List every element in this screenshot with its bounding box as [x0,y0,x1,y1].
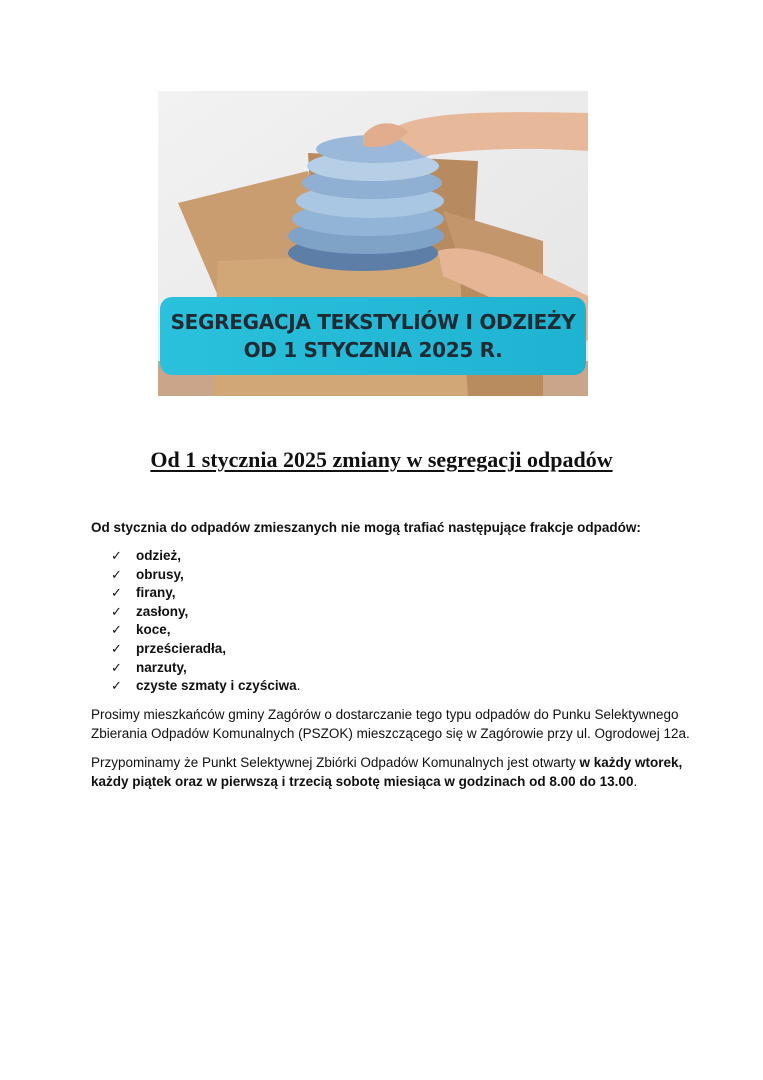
intro-text: Od stycznia do odpadów zmieszanych nie mogą trafiać następujące frakcje odpadów: [91,520,641,535]
list-item [91,639,691,658]
opening-hours-text-start: Przypominamy że Punkt Selektywnej Zbiórki Odpadów Komunalnych jest otwarty [91,754,580,770]
list-item-label: czyste szmaty i czyściwa [136,678,297,694]
checkmark-icon: ✓ [111,549,122,564]
list-item [91,602,691,621]
list-item-last [136,676,300,695]
list-item-label: odzież, [136,548,182,563]
checkmark-icon: ✓ [111,660,122,676]
banner-image [158,91,588,396]
checkmark-icon: ✓ [111,604,122,620]
list-item [91,676,691,695]
checkmark-icon: ✓ [111,567,122,583]
list-item-label: firany, [136,585,176,601]
list-item [91,620,691,639]
document-body [91,518,691,801]
list-item-label: prześcieradła, [136,640,227,656]
checkmark-icon: ✓ [111,623,122,639]
banner-caption [158,297,588,375]
list-item-label: obrusy, [136,566,184,582]
opening-hours-paragraph [91,753,691,791]
opening-hours-days: w każdy wtorek, każdy piątek oraz w pierwszą i trzecią sobotę miesiąca w godzinach od 8.00 do 13.00 [91,754,683,789]
banner-title-line1: SEGREGACJA TEKSTYLIÓW I ODZIEŻY [170,310,576,334]
checkmark-icon: ✓ [111,586,122,602]
checkmark-icon: ✓ [111,679,122,695]
list-item [91,658,691,677]
list-item-label: koce, [136,622,171,638]
page-title: Od 1 stycznia 2025 zmiany w segregacji odpadów [150,447,613,472]
list-item [91,565,691,584]
banner-title-line2: OD 1 STYCZNIA 2025 R. [243,338,503,362]
list-item [91,583,691,602]
list-item-label: zasłony, [136,603,189,619]
opening-hours-text-end: . [633,773,638,789]
list-item [91,546,691,565]
pszok-info-paragraph: Prosimy mieszkańców gminy Zagórów o dostarczanie tego typu odpadów do Punku Selektywnego Zbierania Odpadów Komunalnych (PSZOK) mieszczącego się w Zagórowie przy ul. Ogrodowej 12a. [91,706,690,741]
list-item-label: narzuty, [136,659,187,675]
checkmark-icon: ✓ [111,641,122,657]
list-item-suffix: . [296,678,301,694]
waste-fractions-list [91,546,691,695]
